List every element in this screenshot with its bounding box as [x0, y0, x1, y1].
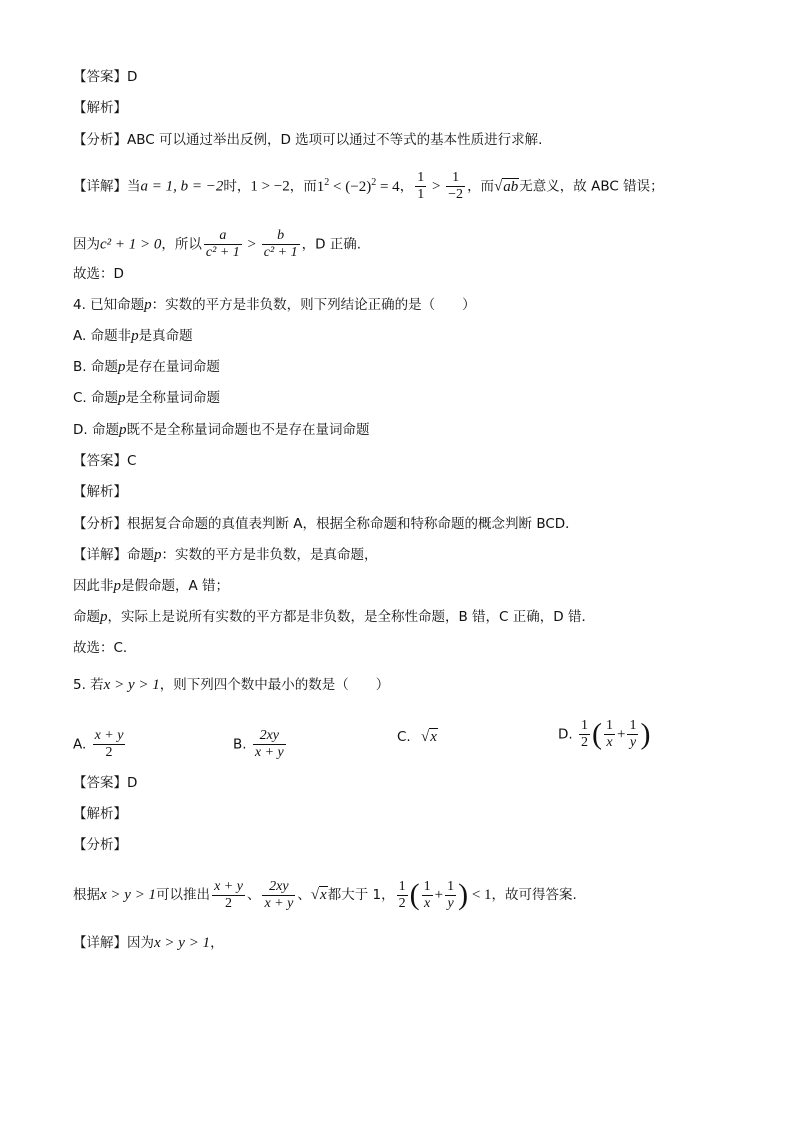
- frac-den: 2: [580, 735, 588, 750]
- text: 因此非: [73, 578, 114, 594]
- text: 命题: [91, 422, 119, 438]
- text: 是假命题，A 错；: [121, 578, 230, 594]
- frac-den: −2: [448, 187, 464, 202]
- q5-option-b: [233, 728, 288, 761]
- answer-tag: 【答案】: [73, 453, 127, 469]
- frac-num: 1: [447, 878, 455, 894]
- text: 根据: [73, 887, 100, 903]
- frac-num: 2xy: [259, 728, 280, 743]
- text: ：实数的平方是非负数，是真命题，: [161, 547, 378, 563]
- q5-option-a: [73, 728, 127, 761]
- text: 可以推出: [156, 887, 211, 903]
- math-xgy: x > y > 1: [100, 887, 157, 903]
- q4-detail-line2: [73, 577, 229, 595]
- text: ，: [399, 178, 414, 195]
- math-plus: +: [616, 726, 626, 743]
- frac-1-2: [397, 879, 408, 912]
- option-letter: C.: [73, 390, 87, 406]
- text: ，而: [467, 178, 495, 195]
- option-letter: B.: [233, 736, 247, 753]
- text: 是全称量词命题: [125, 390, 221, 406]
- text: ，则下列四个数中最小的数是（ ）: [159, 677, 390, 693]
- math-sup: 2: [371, 176, 377, 188]
- q3-choose: 故选：D: [73, 266, 124, 282]
- q5-detail-line: [73, 934, 224, 952]
- q4-choose: 故选：C．: [73, 640, 137, 656]
- text: 命题: [73, 609, 100, 625]
- frac-den: y: [445, 895, 456, 912]
- text: 4. 已知命题: [73, 297, 145, 313]
- math-gt: >: [243, 236, 260, 253]
- text: 当: [127, 178, 141, 195]
- text: 都大于 1，: [327, 887, 395, 903]
- radicand: ab: [503, 178, 519, 195]
- frac-2xy-xpy: [253, 728, 286, 761]
- frac-num: 1: [629, 718, 637, 733]
- frac-num: 1: [605, 718, 613, 733]
- text: ，所以: [161, 236, 202, 253]
- frac-1-y: [627, 718, 638, 751]
- text: 是存在量词命题: [125, 359, 220, 375]
- q3-fenxi-line: [73, 131, 542, 149]
- text: ：实数的平方是非负数，则下列结论正确的是（ ）: [151, 297, 476, 313]
- math-p: p: [117, 359, 126, 375]
- detail-tag: 【详解】: [73, 935, 127, 951]
- paren-left: (: [591, 717, 602, 751]
- option-letter: B.: [73, 359, 87, 375]
- fenxi-text: 根据复合命题的真值表判断 A，根据全称命题和特称命题的概念判断 BCD．: [127, 516, 579, 532]
- paren-left: (: [409, 878, 420, 911]
- frac-1-neg2: [446, 170, 465, 203]
- math-p: p: [100, 609, 108, 625]
- text: ，D 正确.: [301, 236, 362, 253]
- sqrt-x: √x: [310, 887, 327, 903]
- q5-stem: [73, 676, 389, 694]
- q4-analysis-tag: 【解析】: [73, 484, 127, 500]
- text: 无意义，故 ABC 错误；: [519, 178, 664, 195]
- text: 命题: [91, 390, 119, 406]
- frac-den: x: [604, 734, 615, 751]
- answer-tag: 【答案】: [73, 775, 127, 791]
- text: 命题非: [90, 328, 132, 344]
- frac-den: c² + 1: [205, 245, 240, 260]
- q5-fenxi-tag: 【分析】: [73, 837, 127, 853]
- frac-num: 2xy: [269, 878, 289, 894]
- math-p: p: [154, 547, 162, 563]
- q4-option-a: [73, 327, 193, 345]
- frac-den: c² + 1: [263, 245, 298, 260]
- math-c2: c² + 1 > 0: [100, 236, 162, 253]
- text: ，故可得答案.: [491, 887, 577, 903]
- math-p: p: [118, 390, 126, 406]
- q4-option-c: [73, 389, 220, 407]
- text: 既不是全称量词命题也不是存在量词命题: [126, 422, 370, 438]
- text: 命题: [127, 547, 154, 563]
- frac-1-2: [579, 718, 590, 751]
- math-p: p: [144, 297, 152, 313]
- frac-num: x + y: [214, 878, 243, 894]
- paren-right: ): [458, 878, 469, 911]
- answer-value: D: [127, 775, 138, 791]
- q5-options: [73, 718, 723, 760]
- q4-stem: [73, 296, 476, 314]
- answer-value: D: [127, 69, 138, 85]
- fenxi-tag: 【分析】: [73, 132, 127, 148]
- text: 因为: [127, 935, 154, 951]
- frac-1-x: [604, 718, 615, 751]
- text: 、: [297, 887, 311, 903]
- option-letter: A.: [73, 736, 87, 753]
- q4-answer-line: [73, 452, 136, 470]
- radicand: x: [430, 729, 437, 745]
- text: ，而: [289, 178, 317, 195]
- radicand: x: [320, 887, 327, 903]
- text: 5. 若: [73, 677, 104, 693]
- q4-detail-line1: [73, 546, 378, 564]
- frac-xpy-2: [93, 728, 126, 761]
- frac-2xy-xpy: [262, 879, 295, 912]
- frac-num: 1: [423, 878, 431, 894]
- sqrt-x: √x: [421, 729, 437, 745]
- math-gt: >: [428, 178, 445, 195]
- frac-1-1: [415, 170, 426, 203]
- text: ，实际上是说所有实数的平方都是非负数，是全称性命题，B 错，C 正确，D 错．: [107, 609, 595, 625]
- frac-1-x: [422, 879, 433, 912]
- math-a-b: a = 1, b = −2: [140, 178, 224, 195]
- math-plus: +: [434, 887, 444, 903]
- text: 是真命题: [138, 328, 193, 344]
- q5-answer-line: [73, 774, 137, 792]
- frac-b-c2: [262, 228, 300, 261]
- q5-fenxi-text: [73, 872, 577, 918]
- q5-option-c: [397, 728, 438, 746]
- frac-xpy-2: [212, 879, 245, 912]
- q3-detail-line2: [73, 228, 361, 261]
- frac-a-c2: [204, 228, 242, 261]
- math-eq4: = 4: [376, 178, 400, 195]
- math-lt1: < 1: [468, 887, 492, 903]
- math-xgy: x > y > 1: [154, 935, 211, 951]
- q5-option-d: [558, 718, 650, 751]
- frac-den: 2: [212, 895, 245, 912]
- frac-num: a: [219, 228, 227, 243]
- frac-num: 1: [417, 170, 425, 185]
- math-xgy: x > y > 1: [103, 677, 160, 693]
- math-p: p: [118, 422, 127, 438]
- math-neg2: < (−2): [329, 178, 372, 195]
- option-letter: A.: [73, 328, 87, 344]
- frac-den: x: [422, 895, 433, 912]
- fenxi-text: ABC 可以通过举出反例，D 选项可以通过不等式的基本性质进行求解.: [127, 132, 543, 148]
- frac-num: x + y: [94, 728, 124, 743]
- frac-den: x + y: [264, 895, 294, 911]
- text: 命题: [90, 359, 118, 375]
- answer-value: C: [127, 453, 137, 469]
- q4-option-b: [73, 358, 220, 376]
- frac-den: 1: [417, 187, 425, 202]
- math-sup: 2: [324, 176, 330, 188]
- text: ，: [210, 935, 224, 951]
- fenxi-tag: 【分析】: [73, 516, 127, 532]
- frac-den: x + y: [254, 745, 284, 760]
- frac-1-y: [445, 879, 456, 912]
- detail-tag: 【详解】: [73, 178, 127, 195]
- q3-analysis-tag: 【解析】: [73, 100, 127, 116]
- answer-tag: 【答案】: [73, 69, 127, 85]
- option-letter: D.: [73, 422, 88, 438]
- q4-detail-line3: [73, 608, 595, 626]
- math-p: p: [113, 578, 121, 594]
- frac-num: b: [277, 228, 285, 243]
- q3-detail-line1: [73, 170, 664, 203]
- q4-fenxi-line: [73, 515, 579, 533]
- text: 因为: [73, 236, 100, 253]
- text: 、: [246, 887, 261, 903]
- q5-analysis-tag: 【解析】: [73, 806, 127, 822]
- math-one: 1: [316, 178, 325, 195]
- math-ineq1: 1 > −2: [250, 178, 290, 195]
- frac-den: y: [627, 734, 638, 751]
- paren-right: ): [640, 717, 651, 751]
- q3-answer-line: [73, 68, 137, 86]
- frac-num: 1: [452, 170, 460, 185]
- q4-option-d: [73, 421, 369, 439]
- frac-den: 2: [93, 744, 126, 761]
- detail-tag: 【详解】: [73, 547, 127, 563]
- frac-den: 2: [398, 895, 406, 911]
- frac-num: 1: [580, 718, 588, 733]
- frac-num: 1: [398, 878, 406, 894]
- option-letter: C.: [397, 729, 411, 745]
- math-ineq2: [316, 176, 400, 195]
- text: 时，: [223, 178, 251, 195]
- option-letter: D.: [558, 726, 573, 743]
- math-p: p: [131, 328, 139, 344]
- sqrt-ab: √ab: [494, 178, 519, 195]
